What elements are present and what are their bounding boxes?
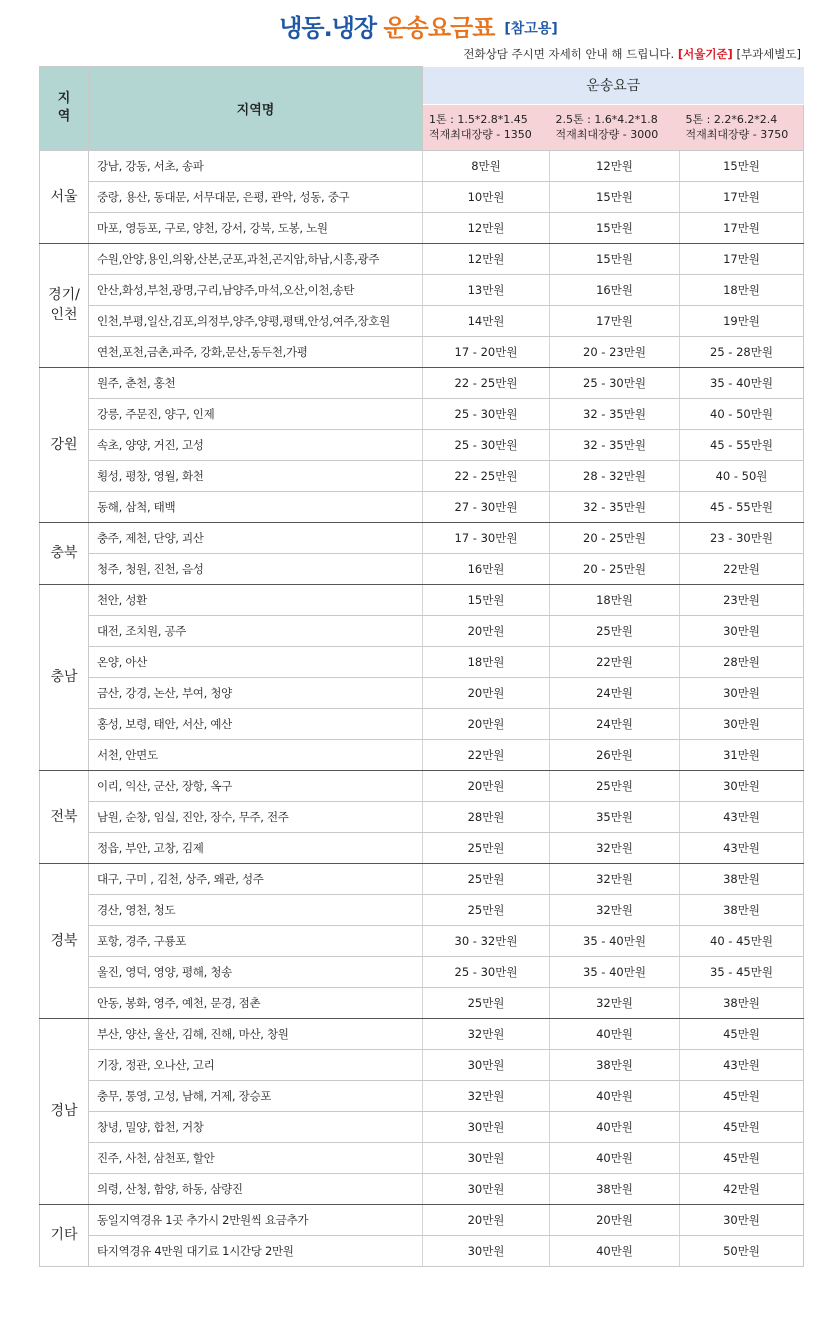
price-1t-cell: 25만원 [423, 832, 550, 863]
price-5t-cell: 45만원 [680, 1111, 804, 1142]
price-2-5t-cell: 38만원 [550, 1173, 680, 1204]
area-cell: 이리, 익산, 군산, 장항, 옥구 [89, 770, 423, 801]
area-cell: 강릉, 주문진, 양구, 인제 [89, 398, 423, 429]
header-truck-2-5t: 2.5톤 : 1.6*4.2*1.8 적재최대장량 - 3000 [550, 104, 680, 150]
price-1t-cell: 16만원 [423, 553, 550, 584]
price-2-5t-cell: 24만원 [550, 677, 680, 708]
price-5t-cell: 35 - 45만원 [680, 956, 804, 987]
table-row [40, 1235, 804, 1266]
table-row [40, 1173, 804, 1204]
area-cell: 대구, 구미 , 김천, 상주, 왜관, 성주 [89, 863, 423, 894]
region-cell: 서울 [40, 150, 89, 243]
area-cell: 서천, 안면도 [89, 739, 423, 770]
area-cell: 기장, 정관, 오나산, 고리 [89, 1049, 423, 1080]
price-5t-cell: 38만원 [680, 863, 804, 894]
price-1t-cell: 28만원 [423, 801, 550, 832]
price-1t-cell: 32만원 [423, 1080, 550, 1111]
price-5t-cell: 40 - 45만원 [680, 925, 804, 956]
price-5t-cell: 38만원 [680, 987, 804, 1018]
price-5t-cell: 23만원 [680, 584, 804, 615]
table-row [40, 584, 804, 615]
area-cell: 부산, 양산, 울산, 김해, 진해, 마산, 창원 [89, 1018, 423, 1049]
price-5t-cell: 28만원 [680, 646, 804, 677]
table-row [40, 491, 804, 522]
price-1t-cell: 27 - 30만원 [423, 491, 550, 522]
region-cell: 강원 [40, 367, 89, 522]
price-2-5t-cell: 32 - 35만원 [550, 398, 680, 429]
price-5t-cell: 45만원 [680, 1080, 804, 1111]
table-row [40, 181, 804, 212]
table-row [40, 801, 804, 832]
price-5t-cell: 45만원 [680, 1018, 804, 1049]
area-cell: 연천,포천,금촌,파주, 강화,문산,동두천,가평 [89, 336, 423, 367]
price-1t-cell: 25 - 30만원 [423, 429, 550, 460]
price-5t-cell: 40 - 50만원 [680, 398, 804, 429]
price-2-5t-cell: 40만원 [550, 1235, 680, 1266]
header-truck-5t: 5톤 : 2.2*6.2*2.4 적재최대장량 - 3750 [680, 104, 804, 150]
area-cell: 울진, 영덕, 영양, 평해, 청송 [89, 956, 423, 987]
area-cell: 원주, 춘천, 홍천 [89, 367, 423, 398]
price-2-5t-cell: 38만원 [550, 1049, 680, 1080]
area-cell: 동일지역경유 1곳 추가시 2만원씩 요금추가 [89, 1204, 423, 1235]
area-cell: 진주, 사천, 삼천포, 할안 [89, 1142, 423, 1173]
price-2-5t-cell: 40만원 [550, 1142, 680, 1173]
price-1t-cell: 14만원 [423, 305, 550, 336]
price-5t-cell: 30만원 [680, 770, 804, 801]
price-2-5t-cell: 25 - 30만원 [550, 367, 680, 398]
table-row [40, 1111, 804, 1142]
table-row [40, 770, 804, 801]
price-2-5t-cell: 20 - 25만원 [550, 553, 680, 584]
price-2-5t-cell: 32만원 [550, 987, 680, 1018]
price-1t-cell: 17 - 20만원 [423, 336, 550, 367]
table-row [40, 553, 804, 584]
price-5t-cell: 45 - 55만원 [680, 429, 804, 460]
area-cell: 포항, 경주, 구룡포 [89, 925, 423, 956]
area-cell: 동해, 삼척, 태백 [89, 491, 423, 522]
region-cell: 경기/ 인천 [40, 243, 89, 367]
price-5t-cell: 22만원 [680, 553, 804, 584]
table-row [40, 646, 804, 677]
table-row [40, 925, 804, 956]
header-region: 지역 [40, 67, 89, 151]
price-5t-cell: 19만원 [680, 305, 804, 336]
price-5t-cell: 17만원 [680, 212, 804, 243]
price-2-5t-cell: 32만원 [550, 832, 680, 863]
table-row [40, 677, 804, 708]
area-cell: 안산,화성,부천,광명,구리,남양주,마석,오산,이천,송탄 [89, 274, 423, 305]
price-1t-cell: 20만원 [423, 770, 550, 801]
area-cell: 창녕, 밀양, 합천, 거창 [89, 1111, 423, 1142]
area-cell: 정읍, 부안, 고창, 김제 [89, 832, 423, 863]
area-cell: 온양, 아산 [89, 646, 423, 677]
table-row [40, 274, 804, 305]
header-fee: 운송요금 [423, 67, 804, 105]
price-2-5t-cell: 26만원 [550, 739, 680, 770]
price-2-5t-cell: 15만원 [550, 181, 680, 212]
price-1t-cell: 25 - 30만원 [423, 956, 550, 987]
price-2-5t-cell: 16만원 [550, 274, 680, 305]
price-5t-cell: 43만원 [680, 1049, 804, 1080]
price-2-5t-cell: 20 - 25만원 [550, 522, 680, 553]
region-cell: 기타 [40, 1204, 89, 1266]
table-row [40, 429, 804, 460]
table-row [40, 367, 804, 398]
area-cell: 홍성, 보령, 태안, 서산, 예산 [89, 708, 423, 739]
price-2-5t-cell: 32 - 35만원 [550, 491, 680, 522]
price-2-5t-cell: 20만원 [550, 1204, 680, 1235]
price-1t-cell: 25만원 [423, 987, 550, 1018]
price-2-5t-cell: 35 - 40만원 [550, 925, 680, 956]
header-area: 지역명 [89, 67, 423, 151]
table-row [40, 1018, 804, 1049]
price-1t-cell: 20만원 [423, 1204, 550, 1235]
price-2-5t-cell: 15만원 [550, 243, 680, 274]
price-1t-cell: 8만원 [423, 150, 550, 181]
table-row [40, 1142, 804, 1173]
table-row [40, 460, 804, 491]
price-1t-cell: 15만원 [423, 584, 550, 615]
price-2-5t-cell: 24만원 [550, 708, 680, 739]
notice-vat: [부과세별도] [736, 47, 801, 61]
region-cell: 전북 [40, 770, 89, 863]
notice-basis: [서울기준] [677, 47, 733, 61]
table-row [40, 615, 804, 646]
area-cell: 안동, 봉화, 영주, 예천, 문경, 점촌 [89, 987, 423, 1018]
price-5t-cell: 30만원 [680, 677, 804, 708]
price-1t-cell: 10만원 [423, 181, 550, 212]
price-1t-cell: 25 - 30만원 [423, 398, 550, 429]
price-1t-cell: 30만원 [423, 1049, 550, 1080]
area-cell: 충주, 제천, 단양, 괴산 [89, 522, 423, 553]
price-2-5t-cell: 40만원 [550, 1111, 680, 1142]
price-5t-cell: 35 - 40만원 [680, 367, 804, 398]
area-cell: 경산, 영천, 청도 [89, 894, 423, 925]
price-1t-cell: 20만원 [423, 708, 550, 739]
table-row [40, 894, 804, 925]
table-row [40, 832, 804, 863]
price-1t-cell: 12만원 [423, 212, 550, 243]
price-5t-cell: 15만원 [680, 150, 804, 181]
price-2-5t-cell: 17만원 [550, 305, 680, 336]
table-row [40, 1049, 804, 1080]
table-row [40, 739, 804, 770]
price-1t-cell: 25만원 [423, 863, 550, 894]
area-cell: 타지역경유 4만원 대기료 1시간당 2만원 [89, 1235, 423, 1266]
price-1t-cell: 30만원 [423, 1142, 550, 1173]
price-1t-cell: 18만원 [423, 646, 550, 677]
table-row [40, 1204, 804, 1235]
price-2-5t-cell: 18만원 [550, 584, 680, 615]
title-part1: 냉동.냉장 [279, 14, 377, 42]
area-cell: 의령, 산청, 함양, 하동, 삼량진 [89, 1173, 423, 1204]
table-row [40, 398, 804, 429]
price-1t-cell: 22만원 [423, 739, 550, 770]
page-title [0, 8, 837, 43]
price-1t-cell: 22 - 25만원 [423, 367, 550, 398]
region-cell: 충남 [40, 584, 89, 770]
table-row [40, 522, 804, 553]
price-5t-cell: 18만원 [680, 274, 804, 305]
price-1t-cell: 20만원 [423, 615, 550, 646]
notice-line [463, 46, 801, 62]
area-cell: 중랑, 용산, 동대문, 서무대문, 은평, 관악, 성동, 중구 [89, 181, 423, 212]
price-1t-cell: 30만원 [423, 1235, 550, 1266]
price-5t-cell: 50만원 [680, 1235, 804, 1266]
area-cell: 대전, 조치원, 공주 [89, 615, 423, 646]
price-2-5t-cell: 22만원 [550, 646, 680, 677]
table-row [40, 956, 804, 987]
price-2-5t-cell: 32만원 [550, 894, 680, 925]
price-5t-cell: 17만원 [680, 243, 804, 274]
area-cell: 충무, 통영, 고성, 남해, 거제, 장승포 [89, 1080, 423, 1111]
fee-table [39, 66, 804, 1267]
price-5t-cell: 25 - 28만원 [680, 336, 804, 367]
price-2-5t-cell: 32만원 [550, 863, 680, 894]
area-cell: 청주, 청원, 진천, 음성 [89, 553, 423, 584]
price-2-5t-cell: 20 - 23만원 [550, 336, 680, 367]
area-cell: 남원, 순창, 임실, 진안, 장수, 무주, 전주 [89, 801, 423, 832]
price-5t-cell: 38만원 [680, 894, 804, 925]
price-5t-cell: 45 - 55만원 [680, 491, 804, 522]
price-2-5t-cell: 12만원 [550, 150, 680, 181]
price-5t-cell: 40 - 50원 [680, 460, 804, 491]
price-2-5t-cell: 15만원 [550, 212, 680, 243]
price-2-5t-cell: 25만원 [550, 615, 680, 646]
price-5t-cell: 45만원 [680, 1142, 804, 1173]
price-1t-cell: 30만원 [423, 1173, 550, 1204]
price-2-5t-cell: 35 - 40만원 [550, 956, 680, 987]
table-row [40, 305, 804, 336]
price-1t-cell: 17 - 30만원 [423, 522, 550, 553]
table-row [40, 243, 804, 274]
table-row [40, 987, 804, 1018]
price-1t-cell: 30 - 32만원 [423, 925, 550, 956]
area-cell: 수원,안양,용인,의왕,산본,군포,과천,곤지암,하남,시흥,광주 [89, 243, 423, 274]
price-5t-cell: 31만원 [680, 739, 804, 770]
price-5t-cell: 17만원 [680, 181, 804, 212]
area-cell: 금산, 강경, 논산, 부여, 청양 [89, 677, 423, 708]
price-5t-cell: 42만원 [680, 1173, 804, 1204]
notice-text: 전화상담 주시면 자세히 안내 해 드립니다. [463, 47, 675, 61]
table-row [40, 150, 804, 181]
price-5t-cell: 30만원 [680, 708, 804, 739]
table-row [40, 708, 804, 739]
area-cell: 횡성, 평창, 영월, 화천 [89, 460, 423, 491]
title-part2: 운송요금표 [383, 14, 495, 42]
price-5t-cell: 43만원 [680, 832, 804, 863]
region-cell: 경남 [40, 1018, 89, 1204]
region-cell: 충북 [40, 522, 89, 584]
price-2-5t-cell: 25만원 [550, 770, 680, 801]
price-5t-cell: 30만원 [680, 615, 804, 646]
region-cell: 경북 [40, 863, 89, 1018]
title-text [279, 8, 494, 43]
table-row [40, 336, 804, 367]
header-truck-1t: 1톤 : 1.5*2.8*1.45 적재최대장량 - 1350 [423, 104, 550, 150]
area-cell: 속초, 양양, 거진, 고성 [89, 429, 423, 460]
table-row [40, 212, 804, 243]
price-5t-cell: 43만원 [680, 801, 804, 832]
fee-table-body [40, 150, 804, 1266]
price-1t-cell: 12만원 [423, 243, 550, 274]
price-2-5t-cell: 35만원 [550, 801, 680, 832]
price-1t-cell: 20만원 [423, 677, 550, 708]
price-5t-cell: 30만원 [680, 1204, 804, 1235]
price-1t-cell: 13만원 [423, 274, 550, 305]
area-cell: 천안, 성환 [89, 584, 423, 615]
price-2-5t-cell: 40만원 [550, 1018, 680, 1049]
price-1t-cell: 25만원 [423, 894, 550, 925]
area-cell: 강남, 강동, 서초, 송파 [89, 150, 423, 181]
price-1t-cell: 32만원 [423, 1018, 550, 1049]
price-2-5t-cell: 32 - 35만원 [550, 429, 680, 460]
area-cell: 마포, 영등포, 구로, 양천, 강서, 강북, 도봉, 노원 [89, 212, 423, 243]
price-2-5t-cell: 28 - 32만원 [550, 460, 680, 491]
price-1t-cell: 22 - 25만원 [423, 460, 550, 491]
price-1t-cell: 30만원 [423, 1111, 550, 1142]
title-tag: [참고용] [504, 21, 558, 37]
area-cell: 인천,부평,일산,김포,의정부,양주,양평,평택,안성,여주,장호원 [89, 305, 423, 336]
table-row [40, 1080, 804, 1111]
table-row [40, 863, 804, 894]
price-5t-cell: 23 - 30만원 [680, 522, 804, 553]
price-2-5t-cell: 40만원 [550, 1080, 680, 1111]
